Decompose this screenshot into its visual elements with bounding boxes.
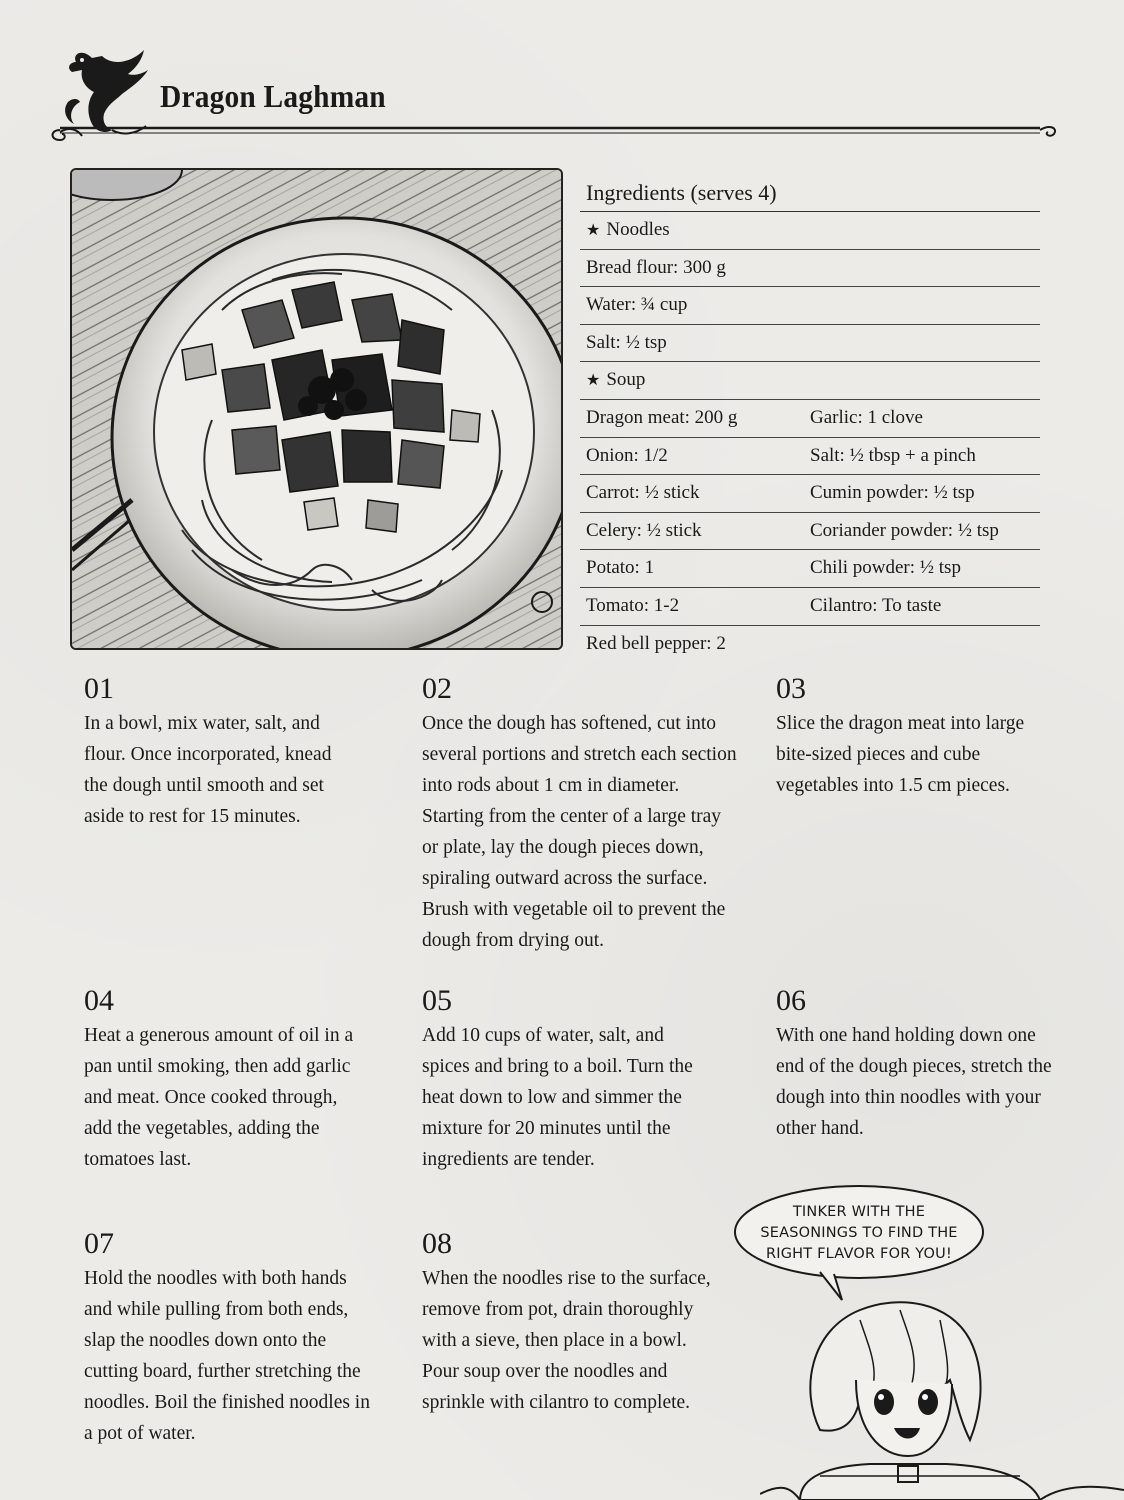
header-rule-ornament xyxy=(50,118,1060,144)
step-07 xyxy=(84,1227,384,1449)
step-03 xyxy=(776,672,1076,801)
ingredient-section-soup xyxy=(580,362,1040,400)
step-04 xyxy=(84,984,384,1175)
ingredient-item: Celery: ½ stick xyxy=(586,519,702,541)
ingredient-item: Tomato: 1-2 xyxy=(586,594,680,616)
step-06 xyxy=(776,984,1076,1144)
ingredient-row xyxy=(580,250,1040,288)
step-text: Add 10 cups of water, salt, and spices and bring to a boil. Turn the heat down to low and simmer the mixture for 20 minutes until the ingredients are tender. xyxy=(422,1025,693,1170)
step-01 xyxy=(84,672,384,832)
ingredient-item: Cilantro: To taste xyxy=(810,594,942,616)
ingredient-section-noodles xyxy=(580,212,1040,250)
ingredient-item: Dragon meat: 200 g xyxy=(586,406,738,428)
ingredient-row xyxy=(580,588,1040,626)
recipe-title: Dragon Laghman xyxy=(160,78,386,114)
step-number: 05 xyxy=(422,984,452,1017)
step-number: 02 xyxy=(422,672,452,705)
ingredient-row xyxy=(580,513,1040,551)
star-icon: ★ xyxy=(586,222,601,239)
ingredient-row xyxy=(580,325,1040,363)
step-text: Hold the noodles with both hands and while pulling from both ends, slap the noodles down onto the cutting board, further stretching the noodles. Boil the finished noodles in a pot of water. xyxy=(84,1268,370,1444)
ingredient-item: Salt: ½ tsp xyxy=(586,331,667,353)
ingredient-item: Salt: ½ tbsp + a pinch xyxy=(810,444,976,466)
character-illustration xyxy=(760,1280,1124,1500)
speech-bubble xyxy=(732,1182,986,1284)
noodle-bowl-drawing xyxy=(72,170,563,650)
step-02 xyxy=(422,672,737,956)
ingredient-item: Coriander powder: ½ tsp xyxy=(810,519,999,541)
ingredient-item: Water: ¾ cup xyxy=(586,294,688,316)
ingredient-row xyxy=(580,626,1040,663)
ingredient-item: Red bell pepper: 2 xyxy=(586,632,726,654)
ingredient-row xyxy=(580,550,1040,588)
ingredients-heading: Ingredients (serves 4) xyxy=(580,175,1040,212)
step-text: Heat a generous amount of oil in a pan until smoking, then add garlic and meat. Once cooked through, add the vegetables, adding the tomatoes last. xyxy=(84,1025,354,1170)
dish-illustration xyxy=(70,168,563,650)
bubble-line: SEASONINGS TO FIND THE xyxy=(760,1225,958,1241)
step-number: 08 xyxy=(422,1227,452,1260)
step-08 xyxy=(422,1227,722,1418)
ingredient-item: Potato: 1 xyxy=(586,557,655,579)
bubble-line: TINKER WITH THE xyxy=(792,1204,926,1220)
ingredient-row xyxy=(580,475,1040,513)
step-number: 01 xyxy=(84,672,114,705)
step-text: Slice the dragon meat into large bite-sized pieces and cube vegetables into 1.5 cm pieces. xyxy=(776,713,1025,796)
ingredient-item: Bread flour: 300 g xyxy=(586,256,726,278)
step-number: 06 xyxy=(776,984,806,1017)
step-number: 03 xyxy=(776,672,806,705)
step-05 xyxy=(422,984,722,1175)
ingredient-item: Garlic: 1 clove xyxy=(810,406,923,428)
step-text: With one hand holding down one end of the dough pieces, stretch the dough into thin noodles with your other hand. xyxy=(776,1025,1052,1139)
section-label: Soup xyxy=(606,369,646,391)
step-text: Once the dough has softened, cut into several portions and stretch each section into rods about 1 cm in diameter. Starting from the center of a large tray or plate, lay the dough pieces down, spiraling outward across the surface. Brush with vegetable oil to prevent the dough from drying out. xyxy=(422,713,737,951)
star-icon: ★ xyxy=(586,372,601,390)
speech-bubble-text xyxy=(732,1202,986,1265)
ingredient-row xyxy=(580,400,1040,438)
ingredient-item: Cumin powder: ½ tsp xyxy=(810,482,975,504)
ingredient-item: Chili powder: ½ tsp xyxy=(810,557,961,579)
bubble-line: RIGHT FLAVOR FOR YOU! xyxy=(765,1246,952,1262)
step-number: 07 xyxy=(84,1227,114,1260)
ingredient-item: Carrot: ½ stick xyxy=(586,482,700,504)
step-text: In a bowl, mix water, salt, and flour. Once incorporated, knead the dough until smooth and set aside to rest for 15 minutes. xyxy=(84,713,332,827)
ingredient-item xyxy=(804,626,1040,663)
ingredient-item: Onion: 1/2 xyxy=(586,444,668,466)
step-number: 04 xyxy=(84,984,114,1017)
ingredient-row xyxy=(580,287,1040,325)
ingredients-table xyxy=(580,175,1040,662)
ingredient-row xyxy=(580,438,1040,476)
step-text: When the noodles rise to the surface, remove from pot, drain thoroughly with a sieve, then place in a bowl. Pour soup over the noodles and sprinkle with cilantro to complete. xyxy=(422,1268,711,1413)
section-label: Noodles xyxy=(606,219,670,240)
